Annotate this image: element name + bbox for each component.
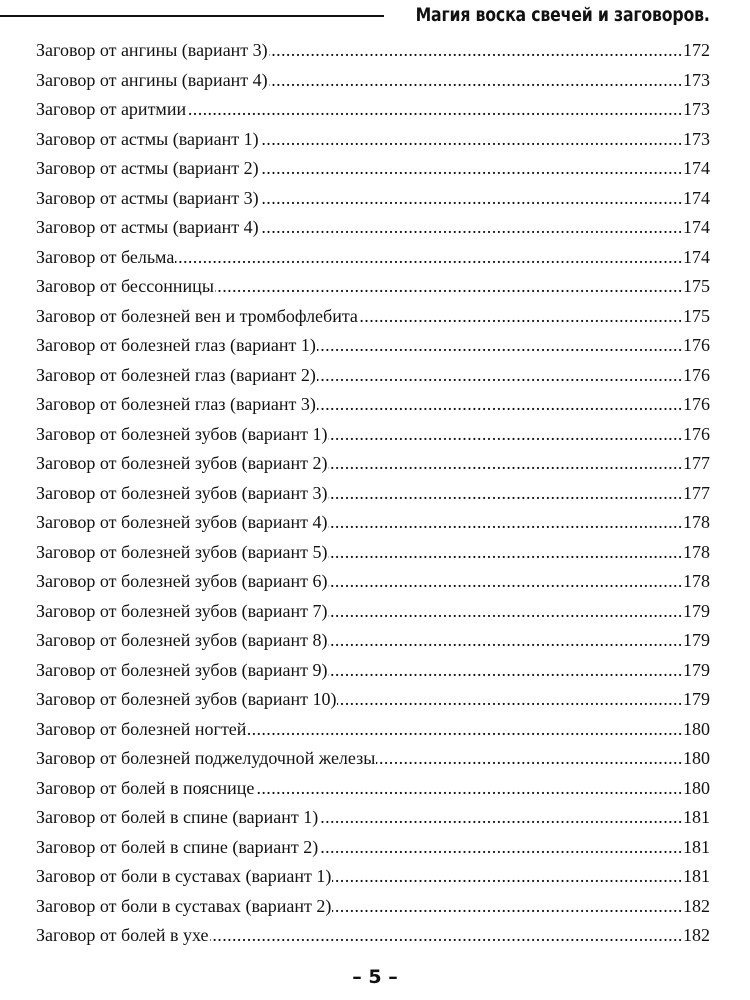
toc-entry (36, 744, 710, 774)
toc-entry-title: Заговор от бельма (36, 246, 175, 267)
toc-entry (36, 154, 710, 184)
toc-entry-title: Заговор от болезней зубов (вариант 1) (36, 423, 328, 444)
toc-entry (36, 66, 710, 96)
toc-entry (36, 538, 710, 568)
toc-entry-title: Заговор от болезней зубов (вариант 4) (36, 512, 328, 532)
toc-entry (36, 213, 710, 243)
toc-entry-title: Заговор от болезней поджелудочной железы (36, 748, 376, 768)
toc-entry (36, 420, 710, 450)
toc-entry-page: 179 (682, 626, 710, 656)
toc-entry-title: Заговор от болезней зубов (вариант 7) (36, 600, 328, 621)
toc-entry (36, 272, 710, 302)
toc-entry (36, 36, 710, 66)
toc-entry-page: 179 (682, 685, 710, 715)
toc-entry-page: 175 (682, 302, 710, 332)
toc-entry-title: Заговор от болезней зубов (вариант 8) (36, 630, 328, 650)
toc-entry (36, 774, 710, 804)
toc-entry (36, 508, 710, 538)
toc-entry-title: Заговор от болезней зубов (вариант 5) (36, 541, 328, 562)
toc-entry-title: Заговор от болей в пояснице (36, 777, 255, 798)
toc-entry-page: 173 (682, 125, 710, 155)
toc-entry-title: Заговор от астмы (вариант 3) (36, 187, 259, 208)
toc-entry-title: Заговор от болезней ногтей (36, 718, 247, 739)
toc-entry-title: Заговор от болезней зубов (вариант 10) (36, 689, 337, 709)
toc-entry (36, 685, 710, 715)
toc-entry-title: Заговор от болей в спине (вариант 1) (36, 807, 319, 827)
toc-entry (36, 656, 710, 686)
toc-entry-page: 182 (682, 892, 710, 922)
toc-entry-page: 181 (682, 833, 710, 863)
toc-entry (36, 184, 710, 214)
toc-entry-page: 181 (682, 803, 710, 833)
toc-entry-page: 180 (682, 774, 710, 804)
toc-entry-title: Заговор от болезней зубов (вариант 6) (36, 571, 328, 591)
toc-entry-title: Заговор от болей в ухе (36, 925, 209, 945)
header-rule (0, 15, 384, 17)
toc-entry-title: Заговор от боли в суставах (вариант 1) (36, 866, 332, 886)
toc-entry-page: 177 (682, 479, 710, 509)
toc-entry-page: 180 (682, 715, 710, 745)
toc-entry-page: 178 (682, 538, 710, 568)
toc-entry (36, 892, 710, 922)
toc-entry (36, 361, 710, 391)
toc-entry (36, 479, 710, 509)
toc-entry-page: 177 (682, 449, 710, 479)
table-of-contents (36, 36, 710, 951)
toc-entry (36, 597, 710, 627)
toc-entry-title: Заговор от болезней глаз (вариант 1) (36, 335, 316, 355)
toc-entry-page: 178 (682, 508, 710, 538)
toc-entry-page: 174 (682, 213, 710, 243)
toc-entry-title: Заговор от болезней зубов (вариант 2) (36, 453, 328, 473)
toc-entry-title: Заговор от болезней зубов (вариант 3) (36, 482, 328, 503)
running-header (0, 0, 750, 30)
toc-entry-page: 179 (682, 597, 710, 627)
toc-entry-title: Заговор от астмы (вариант 2) (36, 158, 259, 178)
toc-entry (36, 626, 710, 656)
toc-entry-page: 179 (682, 656, 710, 686)
toc-entry (36, 125, 710, 155)
toc-entry (36, 243, 710, 273)
toc-entry-page: 181 (682, 862, 710, 892)
toc-entry (36, 390, 710, 420)
toc-entry (36, 833, 710, 863)
toc-entry-page: 176 (682, 390, 710, 420)
toc-entry-title: Заговор от астмы (вариант 4) (36, 217, 259, 237)
toc-entry-page: 178 (682, 567, 710, 597)
toc-entry-title: Заговор от аритмии (36, 99, 187, 119)
toc-entry (36, 567, 710, 597)
toc-entry (36, 95, 710, 125)
book-title: Магия воска свечей и заговоров. (415, 4, 710, 26)
toc-entry-title: Заговор от астмы (вариант 1) (36, 128, 259, 149)
toc-entry-title: Заговор от ангины (вариант 4) (36, 69, 268, 90)
toc-entry-page: 176 (682, 361, 710, 391)
toc-entry (36, 803, 710, 833)
toc-entry-page: 180 (682, 744, 710, 774)
toc-entry-page: 174 (682, 184, 710, 214)
toc-entry (36, 715, 710, 745)
toc-entry-title: Заговор от болезней глаз (вариант 2) (36, 364, 316, 385)
toc-entry (36, 862, 710, 892)
toc-entry-title: Заговор от болезней зубов (вариант 9) (36, 659, 328, 680)
toc-entry-page: 176 (682, 331, 710, 361)
page-number: – 5 – (352, 966, 398, 988)
toc-entry-page: 173 (682, 95, 710, 125)
toc-entry-title: Заговор от болезней глаз (вариант 3) (36, 394, 316, 414)
toc-entry (36, 331, 710, 361)
toc-entry (36, 302, 710, 332)
toc-entry-page: 182 (682, 921, 710, 951)
toc-entry (36, 449, 710, 479)
toc-entry (36, 921, 710, 951)
toc-entry-page: 172 (682, 36, 710, 66)
toc-entry-page: 176 (682, 420, 710, 450)
toc-entry-title: Заговор от ангины (вариант 3) (36, 40, 268, 60)
toc-entry-page: 175 (682, 272, 710, 302)
toc-entry-title: Заговор от болезней вен и тромбофлебита (36, 305, 358, 326)
toc-entry-title: Заговор от болей в спине (вариант 2) (36, 836, 319, 857)
toc-entry-page: 173 (682, 66, 710, 96)
toc-entry-page: 174 (682, 243, 710, 273)
toc-entry-title: Заговор от боли в суставах (вариант 2) (36, 895, 332, 916)
toc-entry-page: 174 (682, 154, 710, 184)
toc-entry-title: Заговор от бессонницы (36, 276, 214, 296)
